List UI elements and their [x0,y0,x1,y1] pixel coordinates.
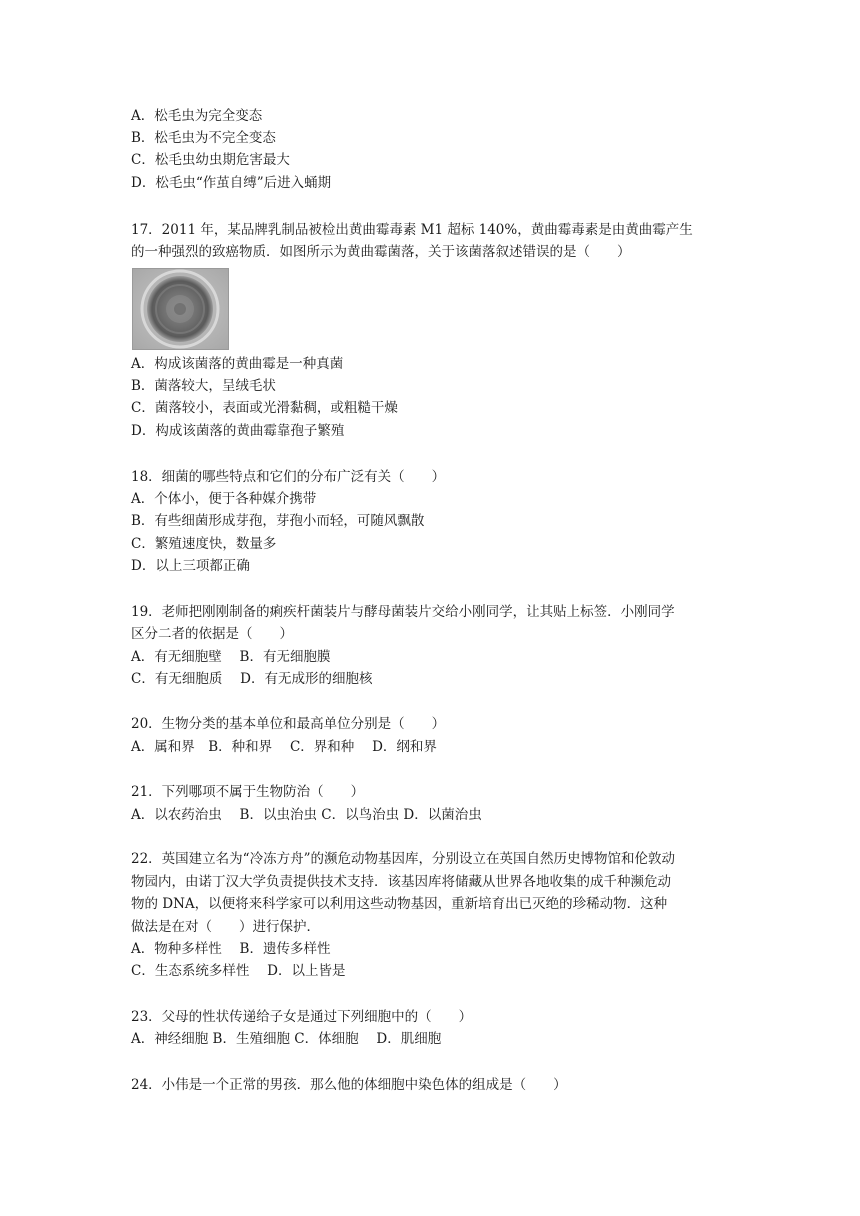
option-row: A．以农药治虫 B．以虫治虫 C．以鸟治虫 D．以菌治虫 [131,807,482,823]
question-stem: 19．老师把刚刚制备的痢疾杆菌装片与酵母菌装片交给小刚同学，让其贴上标签．小刚同学 [131,604,675,620]
question-stem: 区分二者的依据是（ ） [131,626,293,642]
option-b: B．有些细菌形成芽孢，芽孢小而轻，可随风飘散 [131,513,425,529]
option-c: C．松毛虫幼虫期危害最大 [131,152,290,168]
option-row: C．有无细胞质 D．有无成形的细胞核 [131,671,373,687]
question-stem: 23．父母的性状传递给子女是通过下列细胞中的（ ） [131,1009,473,1025]
option-row: A．物种多样性 B．遗传多样性 [131,941,331,957]
option-d: D．构成该菌落的黄曲霉靠孢子繁殖 [131,423,345,439]
question-stem: 18．细菌的哪些特点和它们的分布广泛有关（ ） [131,469,446,485]
option-d: D．松毛虫“作茧自缚”后进入蛹期 [131,175,332,191]
question-stem: 做法是在对（ ）进行保护． [131,919,320,935]
option-row: A．属和界 B．种和界 C．界和种 D．纲和界 [131,739,437,755]
question-stem: 物园内，由诺丁汉大学负责提供技术支持．该基因库将储藏从世界各地收集的成千种濒危动 [131,874,671,890]
option-row: A．神经细胞 B．生殖细胞 C．体细胞 D．肌细胞 [131,1031,442,1047]
question-stem: 24．小伟是一个正常的男孩．那么他的体细胞中染色体的组成是（ ） [131,1077,567,1093]
option-row: A．有无细胞壁 B．有无细胞膜 [131,649,331,665]
option-c: C．菌落较小，表面或光滑黏稠，或粗糙干燥 [131,400,398,416]
option-d: D．以上三项都正确 [131,558,250,574]
option-b: B．菌落较大，呈绒毛状 [131,378,276,394]
question-stem: 17．2011 年，某品牌乳制品被检出黄曲霉毒素 M1 超标 140%，黄曲霉毒素是由黄曲霉产生 [131,222,693,238]
option-a: A．构成该菌落的黄曲霉是一种真菌 [131,356,344,372]
question-stem: 物的 DNA，以便将来科学家可以利用这些动物基因，重新培育出已灭绝的珍稀动物．这种 [131,896,668,912]
question-stem: 的一种强烈的致癌物质．如图所示为黄曲霉菌落，关于该菌落叙述错误的是（ ） [131,244,631,260]
option-row: C．生态系统多样性 D．以上皆是 [131,963,346,979]
option-c: C．繁殖速度快，数量多 [131,536,277,552]
question-stem: 20．生物分类的基本单位和最高单位分别是（ ） [131,716,446,732]
mold-colony-photo [133,269,228,349]
question-stem: 21．下列哪项不属于生物防治（ ） [131,784,365,800]
question-stem: 22．英国建立名为“冷冻方舟”的濒危动物基因库，分别设立在英国自然历史博物馆和伦敦动 [131,851,675,867]
option-b: B．松毛虫为不完全变态 [131,130,276,146]
option-a: A．松毛虫为完全变态 [131,108,263,124]
option-a: A．个体小，便于各种媒介携带 [131,491,317,507]
mold-colony-image [132,268,229,350]
